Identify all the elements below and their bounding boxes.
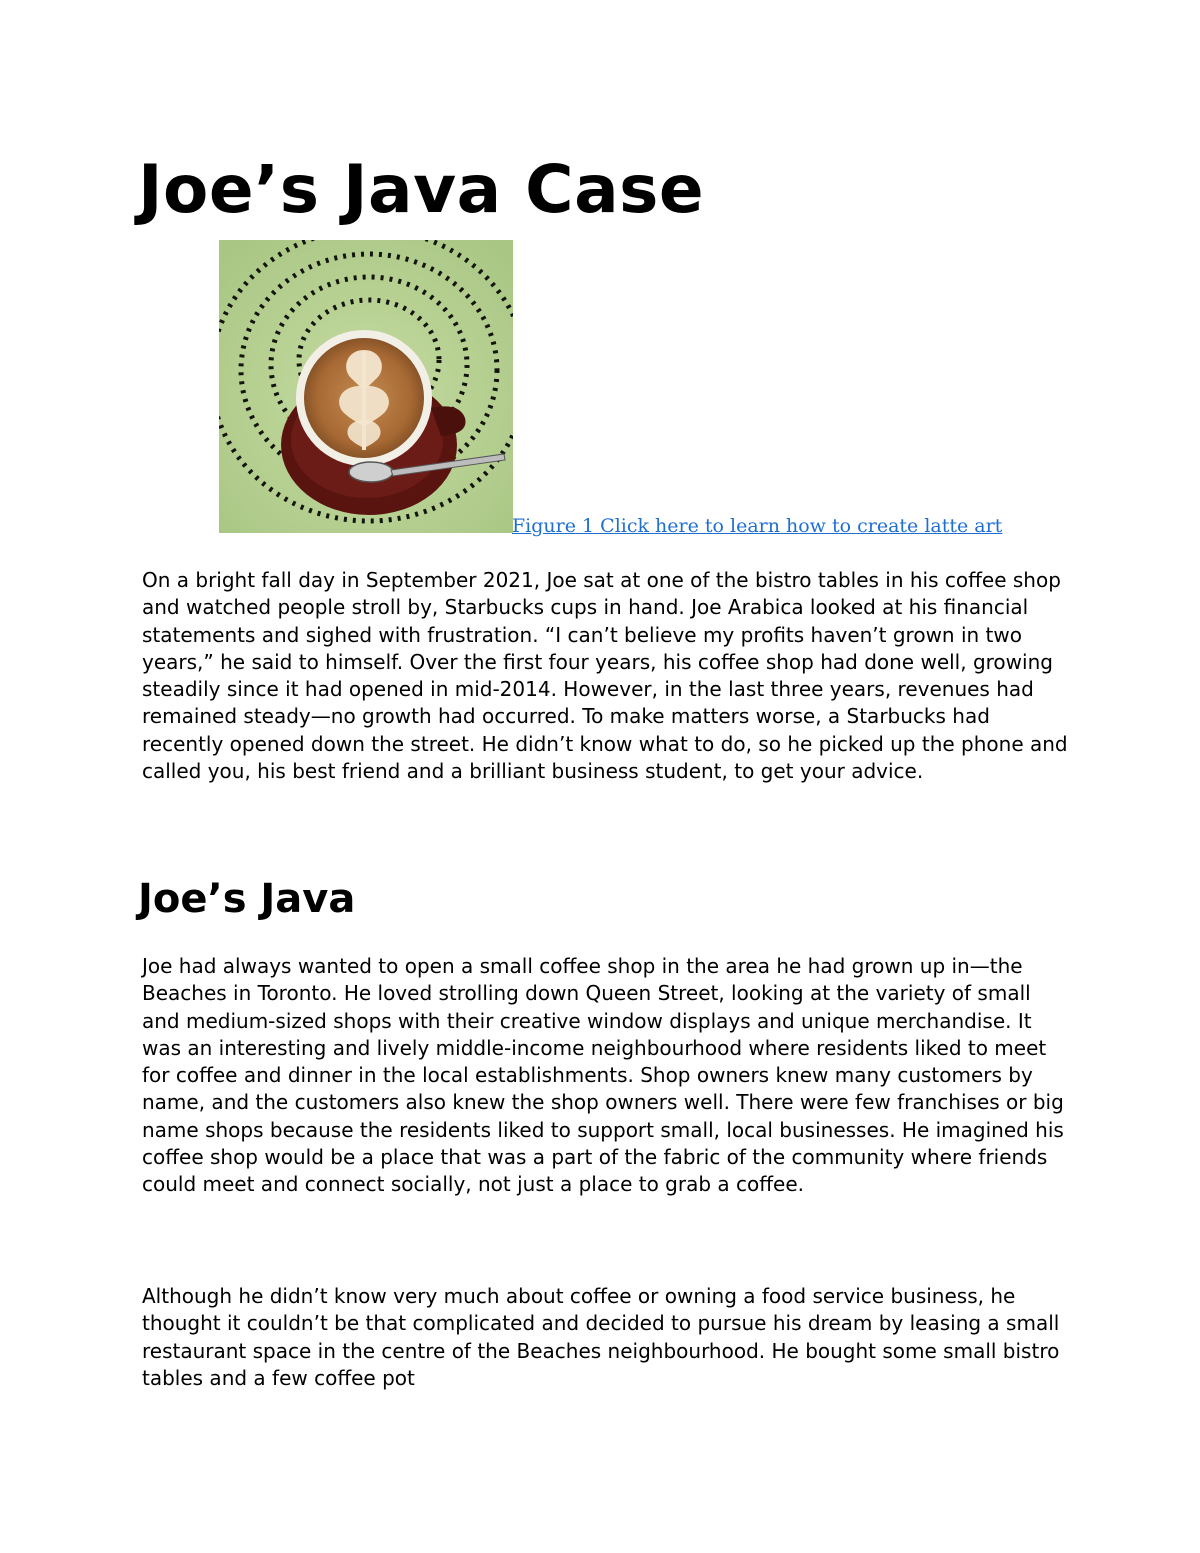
latte-art-image <box>219 240 513 533</box>
section-paragraph-2: Although he didn’t know very much about coffee or owning a food service business, he thought it couldn’t be that complicated and decided to pursue his dream by leasing a small restaurant space in the centre of the Beaches neighbourhood. He bought some small bistro tables and a few coffee pot <box>142 1284 1060 1390</box>
figure-caption-link[interactable]: Figure 1 Click here to learn how to create latte art <box>512 515 1003 537</box>
intro-paragraph: On a bright fall day in September 2021, Joe sat at one of the bistro tables in his coffee shop and watched people stroll by, Starbucks cups in hand. Joe Arabica looked at his financial statements and sighed with frustration. “I can’t believe my profits haven’t grown in two years,” he said to himself. Over the first four years, his coffee shop had done well, growing steadily since it had opened in mid-2014. However, in the last three years, revenues had remained steady—no growth had occurred. To make matters worse, a Starbucks had recently opened down the street. He didn’t know what to do, so he picked up the phone and called you, his best friend and a brilliant business student, to get your advice. <box>142 568 1068 784</box>
document-title: Joe’s Java Case <box>138 151 705 228</box>
section-paragraph-1: Joe had always wanted to open a small coffee shop in the area he had grown up in—the Beaches in Toronto. He loved strolling down Queen Street, looking at the variety of small and medium-sized shops with their creative window displays and unique merchandise. It was an interesting and lively middle-income neighbourhood where residents liked to meet for coffee and dinner in the local establishments. Shop owners knew many customers by name, and the customers also knew the shop owners well. There were few franchises or big name shops because the residents liked to support small, local businesses. He imagined his coffee shop would be a place that was a part of the fabric of the community where friends could meet and connect socially, not just a place to grab a coffee. <box>142 954 1064 1197</box>
section-heading: Joe’s Java <box>138 876 356 922</box>
